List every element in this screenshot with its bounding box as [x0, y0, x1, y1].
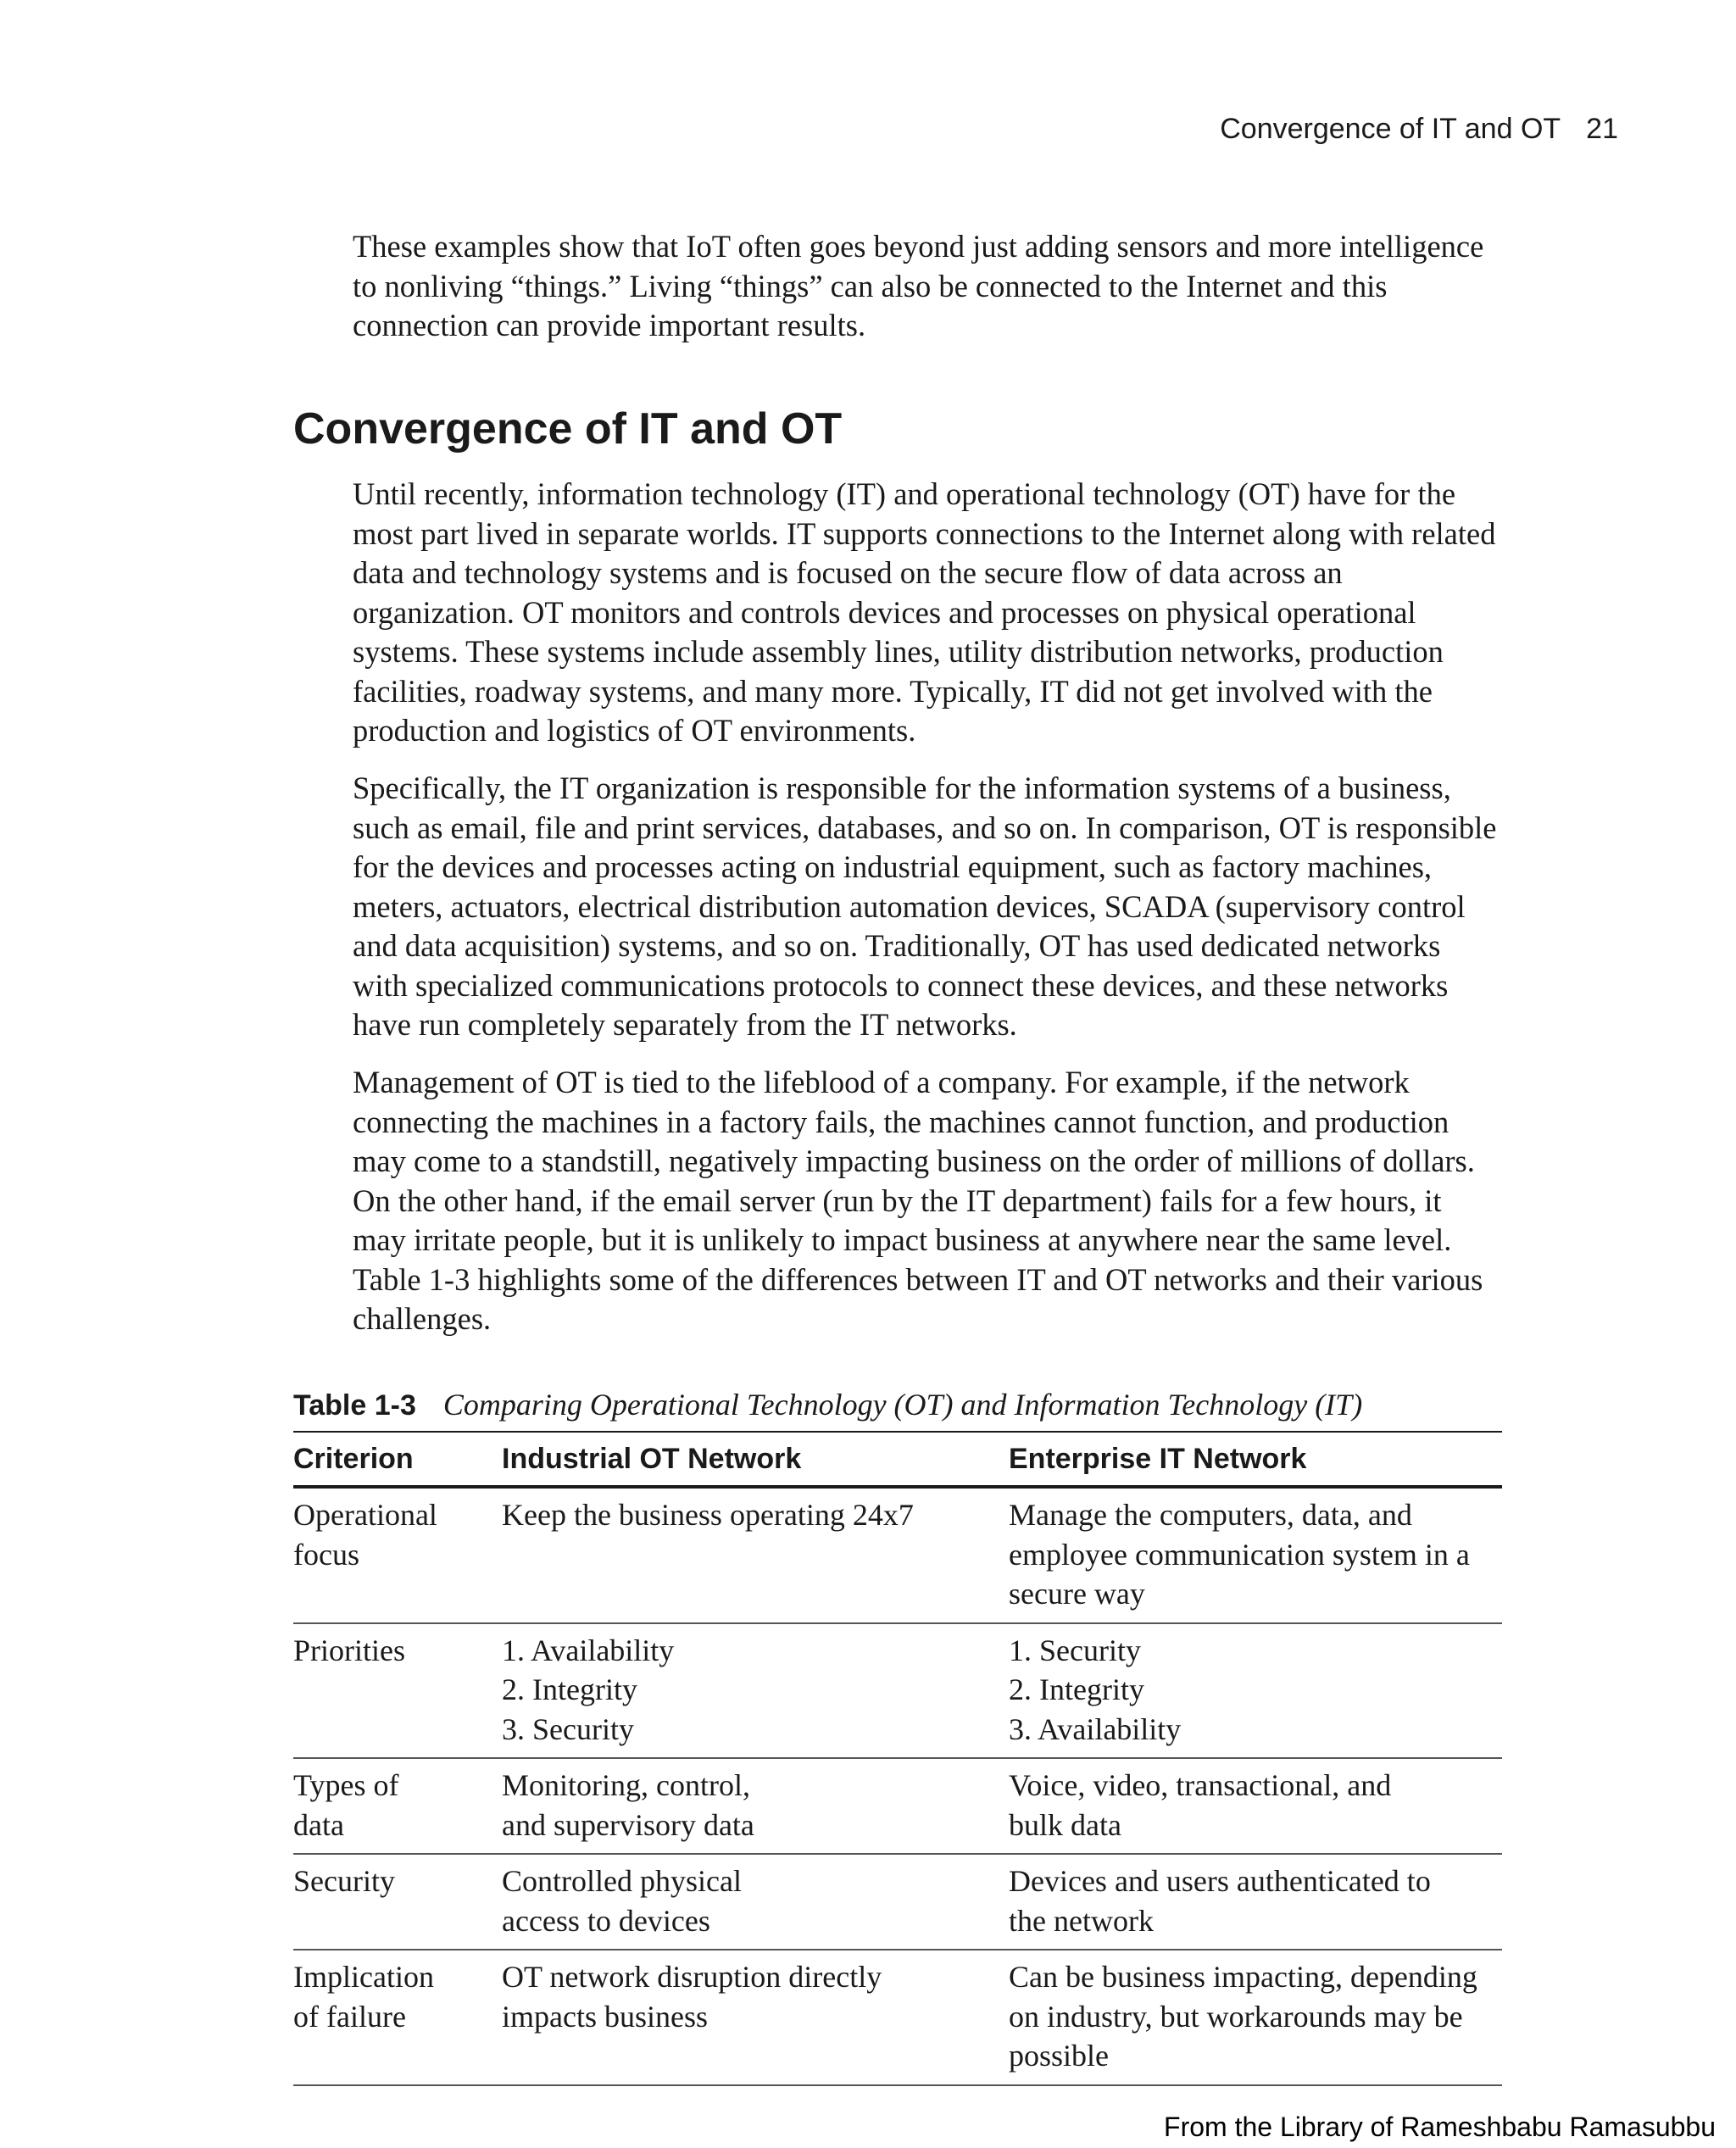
cell-line: 1. Availability	[502, 1633, 675, 1667]
header-it-network: Enterprise IT Network	[1009, 1432, 1502, 1487]
cell-line: Can be business impacting, depending	[1009, 1960, 1477, 1994]
comparison-table	[293, 1431, 1502, 2086]
cell-it	[1009, 1950, 1502, 2085]
page-number: 21	[1586, 113, 1618, 145]
table-caption-title: Comparing Operational Technology (OT) and Information Technology (IT)	[442, 1388, 1363, 1422]
cell-line: focus	[293, 1537, 359, 1572]
cell-it	[1009, 1854, 1502, 1950]
cell-ot	[502, 1623, 1009, 1759]
cell-line: possible	[1009, 2039, 1110, 2073]
cell-line: the network	[1009, 1903, 1154, 1938]
cell-line: and supervisory data	[502, 1807, 754, 1842]
header-ot-network: Industrial OT Network	[502, 1432, 1009, 1487]
table-row	[293, 1758, 1502, 1854]
cell-line: secure way	[1009, 1577, 1145, 1611]
cell-line: Manage the computers, data, and	[1009, 1498, 1412, 1532]
cell-ot	[502, 1487, 1009, 1623]
table-label: Table 1-3	[293, 1389, 416, 1422]
cell-criterion	[293, 1623, 502, 1759]
running-head-title: Convergence of IT and OT	[1220, 113, 1561, 145]
cell-line: impacts business	[502, 1999, 708, 2034]
cell-line: 3. Availability	[1009, 1711, 1182, 1746]
body-paragraph-2: Specifically, the IT organization is responsible for the information systems of a business, such as email, file and print services, databases, and so on. In comparison, OT is responsible for the devices and processes acting on industrial equipment, such as factory machines, meters, actuators, electrical distribution automation devices, SCADA (supervisory control and data acquisition) systems, and so on. Traditionally, OT has used dedicated networks with specialized communications protocols to connect these devices, and these networks have run completely separately from the IT networks.	[353, 771, 1497, 1042]
cell-line: 2. Integrity	[1009, 1672, 1144, 1706]
cell-ot	[502, 1758, 1009, 1854]
cell-criterion	[293, 1950, 502, 2085]
cell-criterion	[293, 1487, 502, 1623]
cell-criterion	[293, 1758, 502, 1854]
cell-line: Voice, video, transactional, and	[1009, 1768, 1392, 1802]
body-paragraph-1: Until recently, information technology (IT) and operational technology (OT) have for the most part lived in separate worlds. IT supports connections to the Internet along with related data and technology systems and is focused on the secure flow of data across an organization. OT monitors and controls devices and processes on physical operational systems. These systems include assembly lines, utility distribution networks, production facilities, roadway systems, and many more. Typically, IT did not get involved with the production and logistics of OT environments.	[353, 476, 1496, 748]
table-row	[293, 1854, 1502, 1950]
table-row	[293, 1487, 1502, 1623]
cell-it	[1009, 1758, 1502, 1854]
table-caption	[293, 1387, 1362, 1422]
cell-line: Controlled physical	[502, 1864, 742, 1898]
cell-line: 1. Security	[1009, 1633, 1141, 1667]
cell-criterion	[293, 1854, 502, 1950]
cell-line: Devices and users authenticated to	[1009, 1864, 1431, 1898]
section-heading: Convergence of IT and OT	[293, 404, 843, 454]
cell-it	[1009, 1487, 1502, 1623]
table-row	[293, 1950, 1502, 2085]
cell-line: Keep the business operating 24x7	[502, 1498, 914, 1532]
cell-line: Priorities	[293, 1633, 405, 1667]
cell-line: OT network disruption directly	[502, 1960, 882, 1994]
cell-line: 2. Integrity	[502, 1672, 637, 1706]
cell-ot	[502, 1950, 1009, 2085]
cell-ot	[502, 1854, 1009, 1950]
cell-line: access to devices	[502, 1903, 710, 1938]
cell-line: Types of	[293, 1768, 399, 1802]
table-body	[293, 1487, 1502, 2085]
intro-paragraph: These examples show that IoT often goes beyond just adding sensors and more intelligence to nonliving “things.” Living “things” can also be connected to the Internet and this connection can provide important results.	[353, 229, 1484, 342]
header-criterion: Criterion	[293, 1432, 502, 1487]
library-footer: From the Library of Rameshbabu Ramasubbu	[1164, 2112, 1716, 2142]
cell-line: of failure	[293, 1999, 406, 2034]
cell-line: Implication	[293, 1960, 434, 1994]
cell-line: data	[293, 1807, 344, 1842]
cell-line: bulk data	[1009, 1807, 1121, 1842]
cell-line: on industry, but workarounds may be	[1009, 1999, 1463, 2034]
cell-line: 3. Security	[502, 1711, 634, 1746]
cell-it	[1009, 1623, 1502, 1759]
body-paragraph-3: Management of OT is tied to the lifeblood of a company. For example, if the network connecting the machines in a factory fails, the machines cannot function, and production may come to a standstill, negatively impacting business on the order of millions of dollars. On the other hand, if the email server (run by the IT department) fails for a few hours, it may irritate people, but it is unlikely to impact business at anywhere near the same level. Table 1-3 highlights some of the differences between IT and OT networks and their various challenges.	[353, 1065, 1483, 1336]
cell-line: employee communication system in a	[1009, 1537, 1470, 1572]
cell-line: Operational	[293, 1498, 437, 1532]
table-row	[293, 1623, 1502, 1759]
cell-line: Monitoring, control,	[502, 1768, 750, 1802]
table-header-row	[293, 1432, 1502, 1487]
cell-line: Security	[293, 1864, 395, 1898]
running-head	[1220, 113, 1618, 146]
